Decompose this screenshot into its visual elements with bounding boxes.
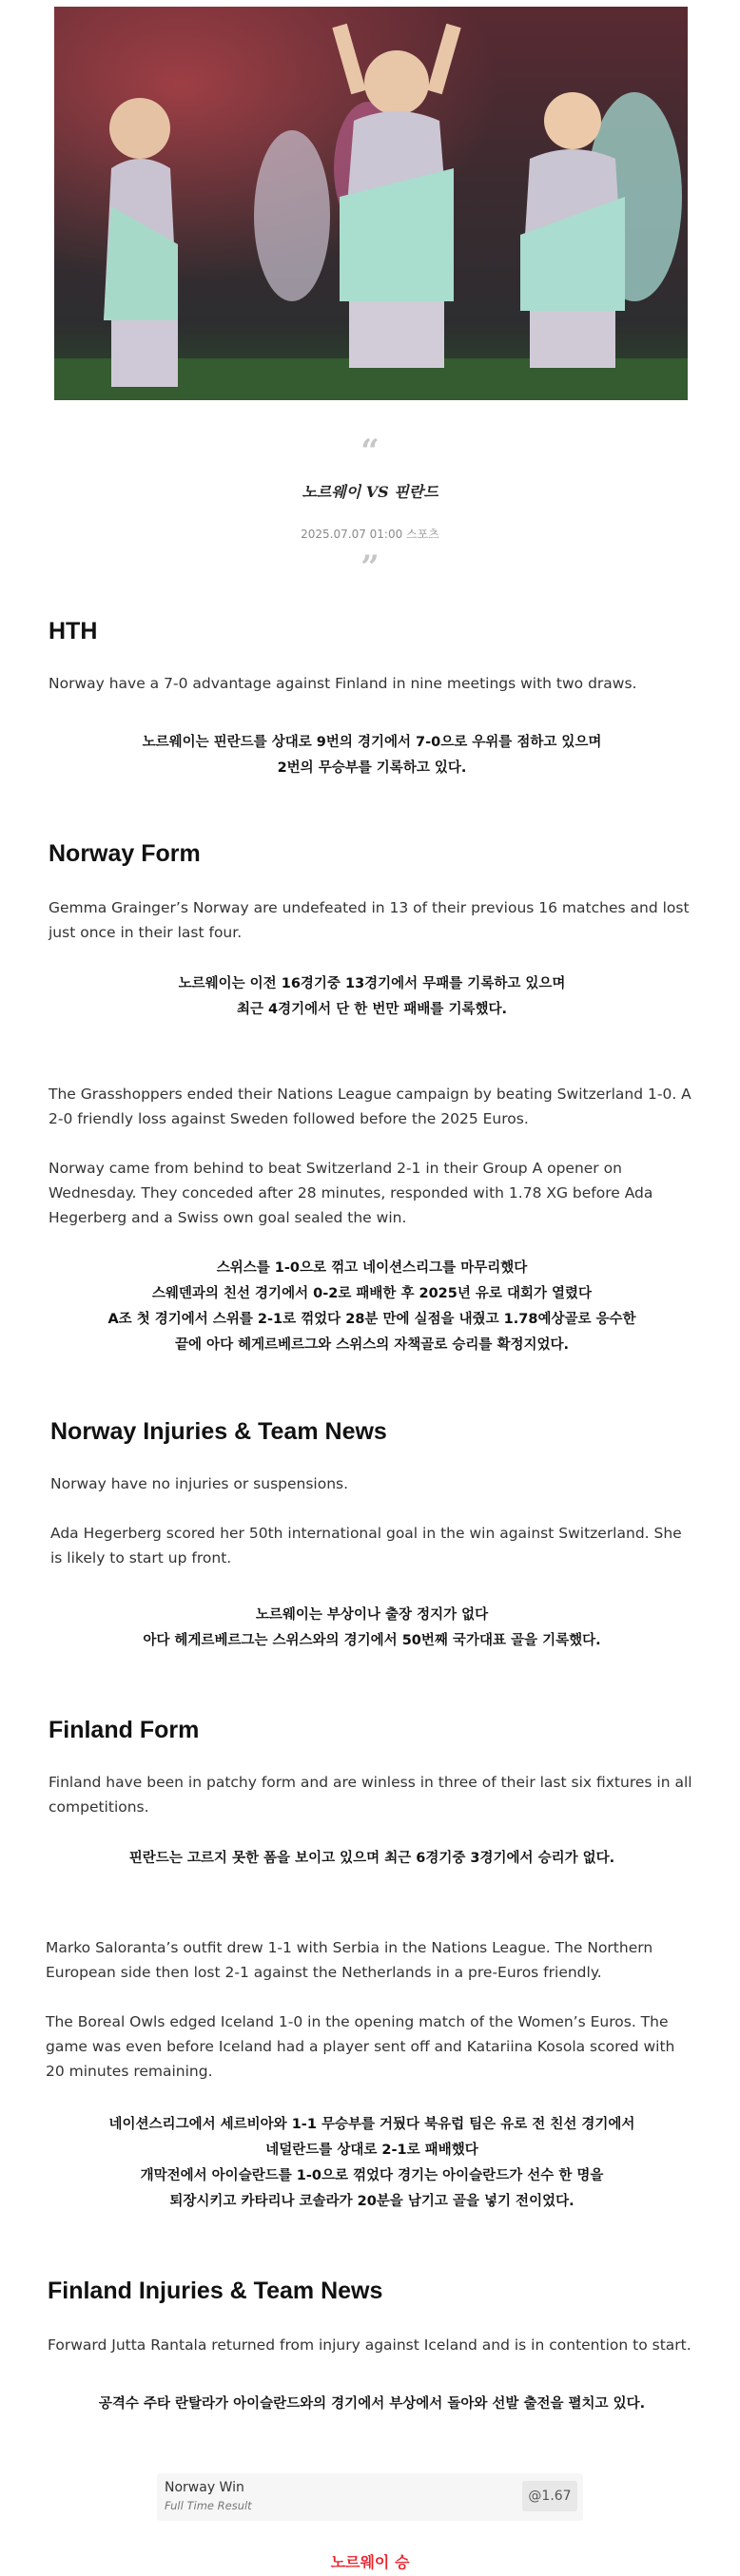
section-title-norway-form: Norway Form <box>49 840 201 867</box>
section-title-hth: HTH <box>49 618 98 644</box>
korean-summary <box>49 2112 694 2215</box>
korean-summary <box>49 1256 694 1358</box>
paragraph: Gemma Grainger’s Norway are undefeated in 13 of their previous 16 matches and lost just once in their last four. <box>49 899 690 941</box>
paragraph: The Boreal Owls edged Iceland 1-0 in the opening match of the Women’s Euros. The game was even before Iceland had a player sent off and Katariina Kosola scored with 20 minutes remaining. <box>46 2013 675 2080</box>
korean-line: 네덜란드를 상대로 2-1로 패배했다 <box>265 2143 478 2158</box>
bet-selection[interactable] <box>157 2473 583 2521</box>
korean-line: A조 첫 경기에서 스위를 2-1로 꺾었다 28분 만에 실점을 내줬고 1.78예상골로 응수한 <box>107 1312 636 1327</box>
bet-odds-button[interactable]: @1.67 <box>522 2481 577 2511</box>
korean-line: 끝에 아다 헤게르베르그와 스위스의 자책골로 승리를 확정지었다. <box>175 1337 569 1353</box>
paragraph: Finland have been in patchy form and are winless in three of their last six fixtures in all competitions. <box>49 1774 692 1816</box>
bet-name: Norway Win <box>165 2480 244 2495</box>
article-meta: 2025.07.07 01:00 스포츠 <box>301 528 439 541</box>
paragraph: Norway have a 7-0 advantage against Finland in nine meetings with two draws. <box>49 675 637 692</box>
korean-line: 퇴장시키고 카타리나 코솔라가 20분을 남기고 골을 넣기 전이었다. <box>169 2194 574 2209</box>
paragraph: The Grasshoppers ended their Nations League campaign by beating Switzerland 1-0. A 2-0 friendly loss against Sweden followed before the 2025 Euros. <box>49 1086 691 1127</box>
korean-line: 최근 4경기에서 단 한 번만 패배를 기록했다. <box>236 1002 507 1017</box>
korean-line: 2번의 무승부를 기록하고 있다. <box>277 760 467 776</box>
korean-line: 아다 헤게르베르그는 스위스와의 경기에서 50번째 국가대표 골을 기록했다. <box>143 1633 601 1648</box>
korean-line: 핀란드는 고르지 못한 폼을 보이고 있으며 최근 6경기중 3경기에서 승리가 없다. <box>128 1851 615 1866</box>
close-quote-icon: ” <box>360 548 380 586</box>
korean-summary <box>49 2392 694 2417</box>
open-quote-icon: “ <box>360 433 380 471</box>
article-title: 노르웨이 VS 핀란드 <box>302 483 438 501</box>
section-title-finland-form: Finland Form <box>49 1717 200 1743</box>
korean-line: 네이션스리그에서 세르비아와 1-1 무승부를 거뒀다 북유럽 팀은 유로 전 친선 경기에서 <box>108 2117 635 2132</box>
korean-summary <box>49 971 694 1023</box>
korean-summary <box>49 1846 694 1872</box>
bet-pick: 노르웨이 승 <box>330 2553 410 2571</box>
paragraph: Norway came from behind to beat Switzerland 2-1 in their Group A opener on Wednesday. They conceded after 28 minutes, responded with 1.78 XG before Ada Hegerberg and a Swiss own goal sealed the win. <box>49 1160 653 1226</box>
korean-line: 노르웨이는 부상이나 출장 정지가 없다 <box>255 1607 489 1623</box>
paragraph: Ada Hegerberg scored her 50th international goal in the win against Switzerland. She is likely to start up front. <box>50 1525 682 1567</box>
korean-line: 개막전에서 아이슬란드를 1-0으로 꺾었다 경기는 아이슬란드가 선수 한 명을 <box>140 2168 604 2183</box>
korean-summary <box>49 1603 694 1654</box>
korean-line: 스웨덴과의 친선 경기에서 0-2로 패배한 후 2025년 유로 대회가 열렸다 <box>151 1286 593 1301</box>
section-title-finland-news: Finland Injuries & Team News <box>48 2278 383 2304</box>
paragraph: Norway have no injuries or suspensions. <box>50 1475 349 1492</box>
korean-line: 공격수 주타 란탈라가 아이슬란드와의 경기에서 부상에서 돌아와 선발 출전을 펼치고 있다. <box>98 2396 646 2412</box>
hero-image <box>54 7 688 400</box>
section-title-norway-news: Norway Injuries & Team News <box>50 1418 387 1445</box>
korean-line: 노르웨이는 핀란드를 상대로 9번의 경기에서 7-0으로 우위를 점하고 있으며 <box>142 735 602 750</box>
paragraph: Forward Jutta Rantala returned from injury against Iceland and is in contention to start. <box>48 2336 691 2354</box>
soccer-players-photo-icon <box>54 7 688 400</box>
korean-line: 노르웨이는 이전 16경기중 13경기에서 무패를 기록하고 있으며 <box>178 976 566 991</box>
korean-summary <box>49 730 694 781</box>
korean-line: 스위스를 1-0으로 꺾고 네이션스리그를 마무리했다 <box>216 1260 528 1276</box>
bet-market: Full Time Result <box>165 2499 252 2512</box>
paragraph: Marko Saloranta’s outfit drew 1-1 with Serbia in the Nations League. The Northern European side then lost 2-1 against the Netherlands in a pre-Euros friendly. <box>46 1939 653 1981</box>
